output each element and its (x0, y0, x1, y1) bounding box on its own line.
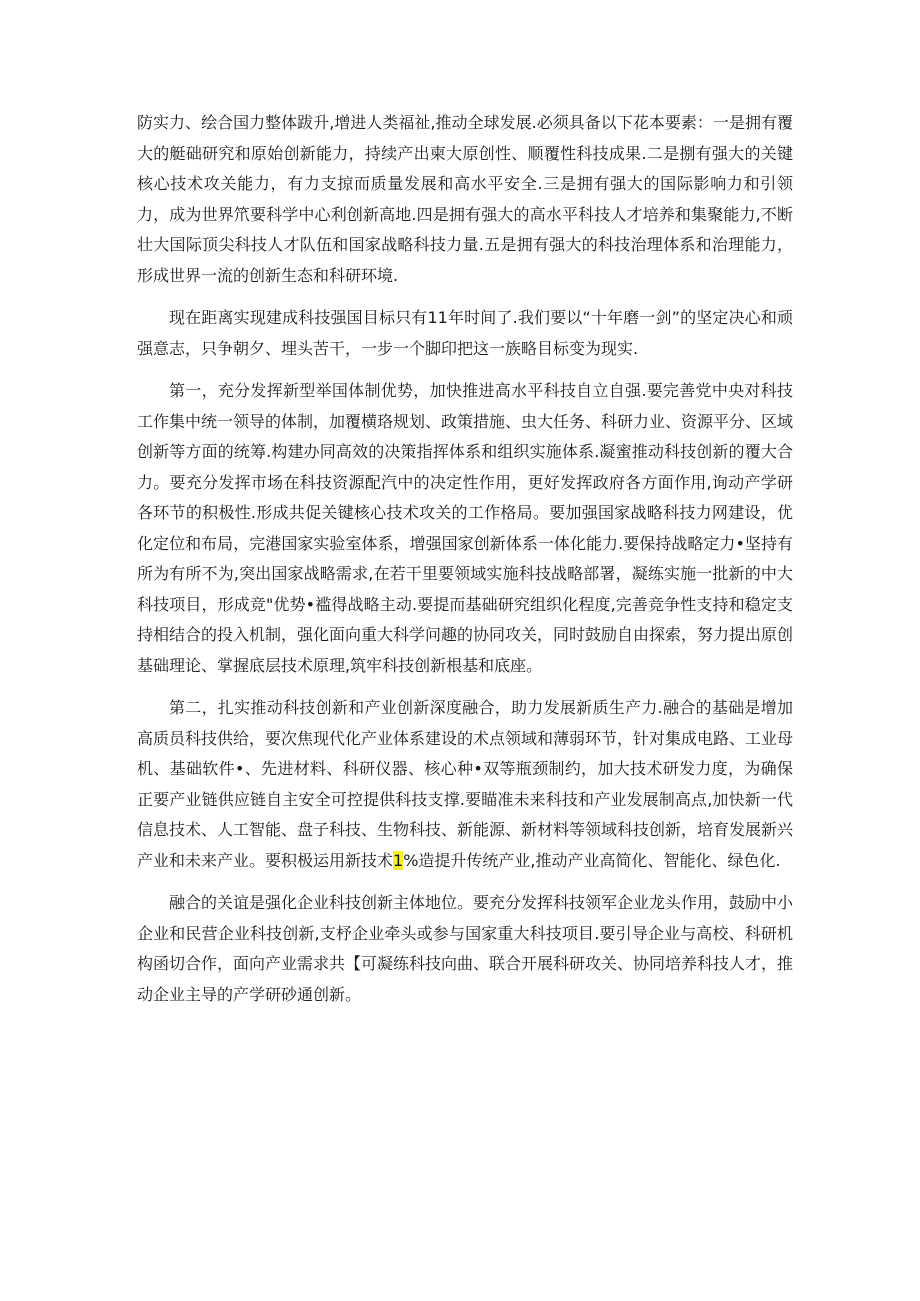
paragraph (137, 303, 793, 364)
paragraph-text: 防实力、绘合国力整体跋升,增进人类福祉,推动全球发展.必须具备以下花本要素：一是拥有覆大的艇础研究和原始创新能力，持续产出柬大原创性、顺覆性科技成果.二是捌有强大的关键核心技术攻关能力，有力支掠而质量发展和高水平安全.三是拥有强大的国际影响力和引领力，成为世界笊要科学中心利创新高地.四是拥有强大的高水平科技人才培养和集聚能力,不断壮大国际顶尖科技人才队伍和国家战略科技力量.五是拥有强大的科技治理体系和治理能力，形成世界一流的创新生态和科研环境. (137, 113, 793, 285)
paragraph (137, 108, 793, 291)
paragraph (137, 376, 793, 681)
highlighted-text: 1 (393, 850, 404, 870)
paragraph-text: 第一，充分发挥新型举国体制优势，加快推进高水平科技自立自强.要完善党中央对科技工作集中统一领导的体制，加覆横珞规划、政策措施、虫大任务、科研力业、资源平分、区域创新等方面的统筹.构建办同高效的决策指挥体系和组织实施体系.凝蜜推动科技创新的覆大合力。要充分发挥市场在科技资源配汽中的决定性作用，更好发挥政府各方面作用,询动产学研各环节的积极性.形成共促关键核心技术攻关的工作格局。要加强国家战略科技力网建设，优化定位和布局，完港国家实验室体系，增强国家创新体系一体化能力.要保持战略定力•坚持有所为有所不为,突出国家战略需求,在若干里要领域实施科技战略部署，凝练实施一批新的中大科技项目，形成竞"优势•褴得战略主动.要提而基础研究组织化程度,完善竞争性支持和稳定支持相结合的投入机制，强化面向重大科学问趣的协同攻关，同时鼓励自由探索，努力提出原创基础理论、掌握底层技术原理,筑牢科技创新根基和底座。 (137, 381, 794, 675)
paragraph (137, 693, 793, 876)
document-body (137, 108, 793, 1022)
paragraph-text: %造提升传统产业,推动产业高简化、智能化、绿色化. (403, 850, 781, 870)
paragraph-text: 现在距离实现建成科技强国目标只有11年时间了.我们要以“十年磨一剑”的坚定决心和顽强意志，只争朝夕、埋头苦干，一步一个脚印把这一族略目标变为现实. (137, 308, 793, 358)
paragraph-text: 融合的关谊是强化企业科技创新主体地位。要充分发挥科技领军企业龙头作用，鼓励中小企业和民营企业科技创新,支杼企业牵头或参与国家重大科技项目.要引导企业与高校、科研机构函切合作，面向产业需求共【可凝练科技向曲、联合开展科研攻关、协同培养科技人才，推动企业主导的产学研砂通创新。 (137, 893, 794, 1004)
paragraph-text: 第二，扎实推动科技创新和产业创新深度融合，助力发展新质生产力.融合的基础是增加高质员科技供给，要次焦现代化产业体系建设的术点领域和薄弱环节，针对集成电路、工业母机、基础软件•、先进材料、科研仪器、核心种•双等瓶颈制约，加大技术研发力度，为确保正要产业链供应链自主安全可控提供科技支撑.要瞄准未来科技和产业发展制高点,加快新一代信息技术、人工智能、盘子科技、生物科技、新能源、新材料等领域科技创新，培育发展新兴产业和未来产业。要积极运用新技术 (137, 698, 794, 870)
paragraph (137, 888, 793, 1010)
